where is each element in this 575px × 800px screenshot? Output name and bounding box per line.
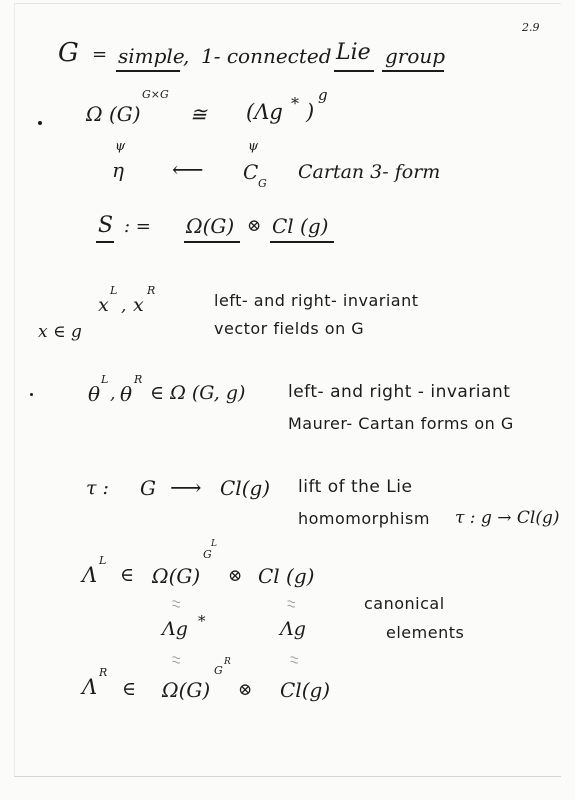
lambda-g: (Λg	[246, 100, 283, 124]
page-edge-top	[14, 3, 561, 4]
heading-comma: ,	[183, 44, 190, 68]
S-cl: Cl (g)	[272, 214, 329, 238]
lambda-R-omega: Ω(G)	[162, 678, 211, 702]
tau-line-1: lift of the Lie	[298, 477, 413, 497]
in-symbol-2: ψ	[248, 139, 259, 154]
eta: η	[112, 158, 124, 182]
heading-eq: =	[92, 44, 108, 65]
lambda-R-otimes: ⊗	[238, 680, 253, 700]
sup-g: g	[318, 86, 328, 104]
tau-G: G	[140, 476, 156, 500]
lambda-L: Λ	[82, 563, 98, 587]
lambda-L-sup-GL: L	[211, 539, 217, 549]
vector-fields-line-2: vector fields on G	[214, 319, 365, 338]
page-number: 2.9	[522, 21, 540, 34]
lambda-R-sup-G: G	[214, 664, 223, 677]
S-otimes: ⊗	[247, 216, 262, 236]
theta-right: θ	[120, 382, 133, 406]
x-comma: ,	[121, 296, 127, 316]
bullet-2	[30, 393, 33, 396]
lambda-L-cl: Cl (g)	[258, 564, 315, 588]
canonical-label: canonical	[364, 594, 445, 613]
x-sup-L: L	[110, 284, 118, 297]
iso-1: ≀≀	[169, 598, 184, 608]
theta-left: θ	[88, 382, 101, 406]
heading-G: G	[58, 38, 79, 68]
bullet-1	[38, 121, 42, 125]
assign-symbol: : =	[124, 216, 151, 237]
sup-GxG: G×G	[142, 88, 169, 101]
lambda-R-in: ∈	[122, 678, 137, 700]
underline-simple	[116, 70, 180, 72]
vector-fields-line-1: left- and right- invariant	[214, 291, 419, 310]
mc-forms-line-2: Maurer- Cartan forms on G	[288, 414, 514, 433]
theta-sup-L: L	[101, 373, 109, 386]
underline-group	[382, 70, 444, 72]
lambda-R-sup: R	[99, 666, 108, 679]
cong-symbol: ≅	[190, 102, 207, 126]
elements-label: elements	[386, 623, 465, 642]
heading-group: group	[385, 44, 446, 68]
lambda-L-sup-G: G	[203, 548, 212, 561]
in-symbol-1: ψ	[115, 139, 126, 154]
lambda-L-sup: L	[99, 554, 107, 567]
lambda-L-omega: Ω(G)	[152, 564, 201, 588]
x-left: x	[98, 294, 109, 316]
iso-4: ≀≀	[287, 654, 302, 664]
underline-lie	[334, 70, 374, 72]
heading-simple: simple	[118, 44, 185, 68]
iso-3: ≀≀	[169, 654, 184, 664]
S-symbol: S	[98, 213, 114, 238]
cartan-3-form-label: Cartan 3- form	[298, 161, 441, 183]
page-edge-left	[14, 3, 15, 776]
maps-to-arrow: ⟵	[172, 158, 204, 183]
tau-line-2: homomorphism	[298, 509, 430, 528]
lambda-L-in: ∈	[120, 564, 135, 586]
x-right: x	[133, 294, 144, 316]
lambda-L-otimes: ⊗	[228, 566, 243, 586]
theta-in-omega: ∈ Ω (G, g)	[150, 382, 246, 404]
iso-2: ≀≀	[284, 598, 299, 608]
underline-cl	[270, 241, 334, 243]
S-omega: Ω(G)	[186, 214, 235, 238]
tau-symbol: τ :	[86, 477, 109, 499]
lambda-g: Λg	[280, 618, 306, 640]
tau-inline-map: τ : g → Cl(g)	[455, 508, 560, 528]
lambda-g-star: Λg	[162, 618, 188, 640]
omega-G: Ω (G)	[86, 102, 141, 126]
C-symbol: C	[243, 160, 259, 184]
lambda-R: Λ	[82, 675, 98, 699]
theta-comma: ,	[110, 384, 116, 404]
x-in-g: x ∈ g	[38, 322, 82, 342]
tau-arrow: ⟶	[170, 476, 202, 501]
close-paren: )	[306, 100, 315, 124]
lambda-g-star-sup: *	[198, 612, 206, 630]
page-edge-bottom	[14, 776, 561, 777]
star: *	[291, 94, 299, 113]
heading-lie: Lie	[336, 40, 371, 65]
lambda-R-sup-GR: R	[224, 657, 231, 667]
C-sub-G: G	[258, 177, 267, 190]
underline-S	[96, 241, 114, 243]
tau-cl: Cl(g)	[220, 476, 271, 500]
x-sup-R: R	[147, 284, 156, 297]
heading-connected: 1- connected	[201, 44, 332, 68]
lambda-R-cl: Cl(g)	[280, 678, 331, 702]
theta-sup-R: R	[134, 373, 143, 386]
mc-forms-line-1: left- and right - invariant	[288, 382, 511, 402]
underline-omega	[184, 241, 240, 243]
